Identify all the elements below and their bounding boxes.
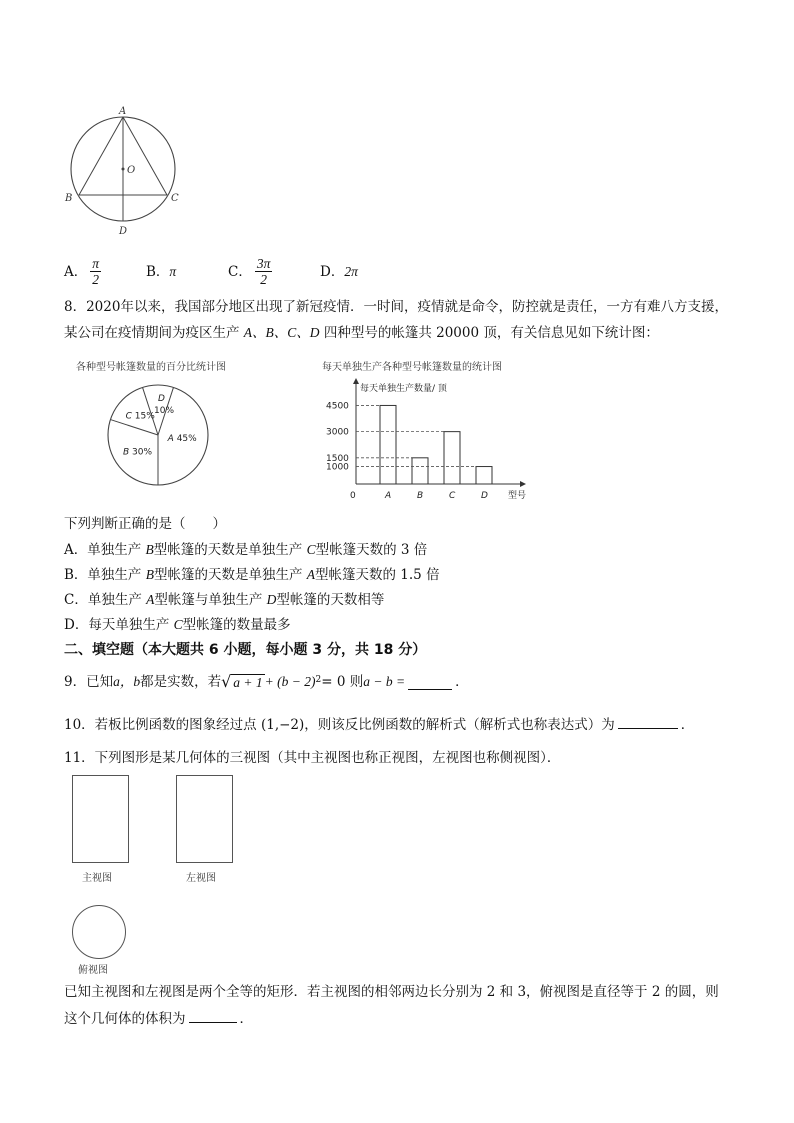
fraction: $\frac{3\pi}{2}$: [256, 256, 271, 287]
q7-options: [64, 256, 358, 287]
pie-value-d: 10%: [154, 406, 175, 416]
x-axis-label: 型号: [508, 491, 527, 501]
pie-label-c: C 15%: [125, 411, 155, 422]
sqrt-sign: √: [221, 672, 232, 691]
bar-d: [476, 467, 492, 484]
y-tick-1000: 1000: [326, 462, 349, 473]
bar-c: [444, 432, 460, 484]
pie-label-d: D: [158, 394, 165, 404]
left-view-label: 左视图: [186, 873, 216, 884]
label-c: C: [171, 193, 179, 204]
top-view-circle: [72, 905, 126, 959]
pie-label-a: A 45%: [167, 434, 197, 445]
q7-option-c[interactable]: C． $\frac{3\pi}{2}$: [228, 256, 271, 287]
pie-chart-title: 各种型号帐篷数量的百分比统计图: [76, 362, 226, 373]
left-view-rect: [176, 775, 233, 863]
origin-label: 0: [350, 491, 356, 501]
center-dot: [122, 168, 125, 171]
q8-question: 下列判断正确的是（ ）: [64, 516, 226, 532]
y-tick-4500: 4500: [326, 401, 349, 412]
bar-b: [412, 458, 428, 484]
q7-option-b[interactable]: B． π: [146, 263, 177, 280]
q10: 10．若板比例函数的图象经过点 (1,−2)，则该反比例函数的解析式（解析式也称表达式）为 ．: [64, 714, 694, 734]
y-axis-label: 每天单独生产数量/ 顶: [360, 384, 447, 394]
side-ab: [79, 117, 123, 195]
bar-chart-title: 每天单独生产各种型号帐篷数量的统计图: [322, 362, 502, 373]
bar-a: [380, 405, 396, 484]
y-axis-arrow: [353, 378, 359, 384]
section-heading: 二、填空题（本大题共 6 小题，每小题 3 分，共 18 分）: [64, 642, 427, 658]
category-label-d: D: [481, 491, 488, 501]
q11-line2: 已知主视图和左视图是两个全等的矩形．若主视图的相邻两边长分别为 2 和 3，俯视图是直径等于 2 的圆，则: [64, 984, 719, 1000]
pie-chart: [100, 378, 220, 498]
pie-label-b: B 30%: [122, 447, 153, 458]
q7-circle-figure: [62, 104, 188, 250]
q8-option-a[interactable]: A．单独生产 B型帐篷的天数是单独生产 C型帐篷天数的 3 倍: [64, 542, 428, 558]
category-label-a: A: [385, 491, 392, 501]
q7-option-a[interactable]: A． $\frac{\pi}{2}$: [64, 256, 100, 287]
label-a: A: [119, 106, 127, 117]
q9-answer-blank[interactable]: [408, 675, 452, 690]
front-view-rect: [72, 775, 129, 863]
pie-slice-divider-c: [110, 420, 158, 435]
x-axis-arrow: [520, 481, 526, 487]
category-label-c: C: [449, 491, 456, 501]
bar-chart: [322, 374, 536, 504]
q8-line2: 某公司在疫情期间为疫区生产 A、B、C、D 四种型号的帐篷共 20000 顶，有关信息见如下统计图：: [64, 325, 659, 341]
q8-line1: 8．2020年以来，我国部分地区出现了新冠疫情．一时间，疫情就是命令，防控就是责任，一方有难八方支援，: [64, 299, 728, 315]
label-d: D: [119, 226, 128, 237]
q10-answer-blank[interactable]: [618, 714, 678, 729]
q11-line3: 这个几何体的体积为 ．: [64, 1008, 253, 1028]
front-view-label: 主视图: [82, 873, 112, 884]
q8-option-c[interactable]: C．单独生产 A型帐篷与单独生产 D型帐篷的天数相等: [64, 592, 385, 608]
q8-option-b[interactable]: B．单独生产 B型帐篷的天数是单独生产 A型帐篷天数的 1.5 倍: [64, 567, 440, 583]
q7-option-d[interactable]: D． 2π: [320, 263, 358, 280]
y-tick-3000: 3000: [326, 427, 349, 438]
q8-option-d[interactable]: D．每天单独生产 C型帐篷的数量最多: [64, 617, 291, 633]
q9: 9．已知 a，b 都是实数，若 √ a + 1 + (b − 2) $^2$ = 0 则 a − b = ．: [64, 672, 469, 691]
fraction: $\frac{\pi}{2}$: [92, 256, 100, 287]
side-ac: [123, 117, 167, 195]
category-label-b: B: [417, 491, 424, 501]
label-b: B: [65, 193, 73, 204]
top-view-label: 俯视图: [78, 965, 108, 976]
y-tick-1500: 1500: [326, 453, 349, 464]
q11-statement: 11．下列图形是某几何体的三视图（其中主视图也称正视图，左视图也称侧视图）．: [64, 750, 561, 766]
label-o: O: [127, 165, 136, 176]
q11-answer-blank[interactable]: [189, 1008, 237, 1023]
